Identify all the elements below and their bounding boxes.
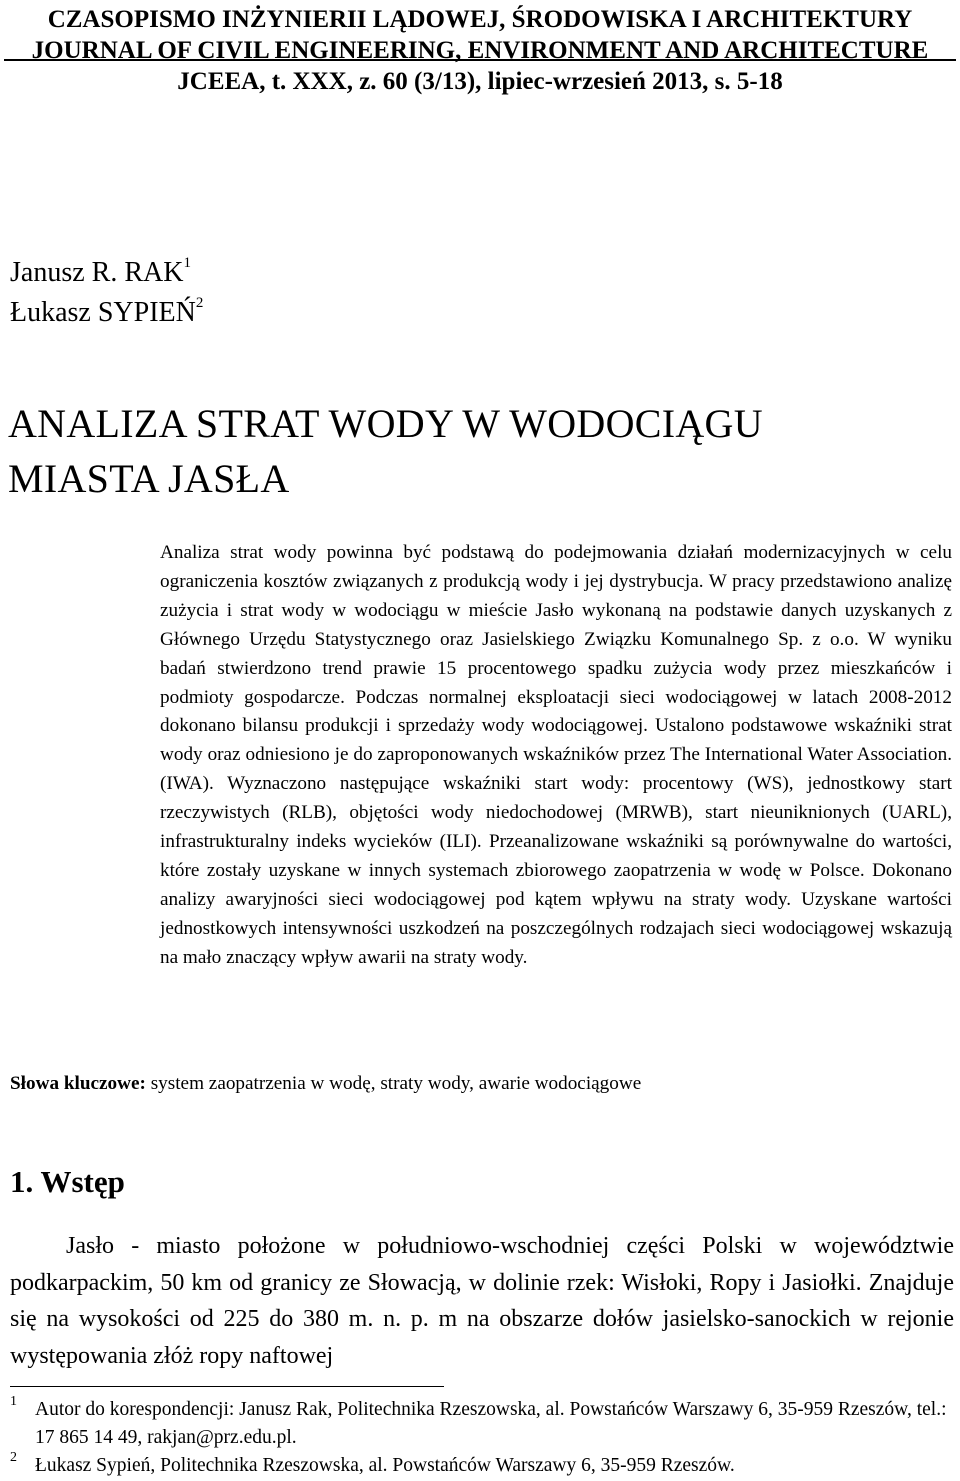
footnote-2-mark: 2 bbox=[10, 1450, 17, 1465]
author-1-footnote-mark: 1 bbox=[183, 254, 191, 271]
section-heading: 1. Wstęp bbox=[10, 1164, 125, 1199]
paper-title-line-1: ANALIZA STRAT WODY W WODOCIĄGU bbox=[8, 401, 763, 446]
journal-name-polish: CZASOPISMO INŻYNIERII LĄDOWEJ, ŚRODOWISKA I ARCHITEKTURY bbox=[47, 6, 913, 33]
footnote-1-mark: 1 bbox=[10, 1394, 17, 1409]
footnote-rule bbox=[10, 1386, 444, 1387]
author-2-name: Łukasz SYPIEŃ bbox=[10, 297, 196, 328]
author-2 bbox=[10, 293, 203, 333]
footnotes bbox=[10, 1396, 954, 1480]
keywords-label: Słowa kluczowe: bbox=[10, 1073, 146, 1094]
section-body-text: Jasło - miasto położone w południowo-wschodniej części Polski w województwie podkarpackim, 50 km od granicy ze Słowacją, w dolinie rzek: Wisłoki, Ropy i Jasiołki. Znajduje się na wysokości od 225 do 380 m. n. p. m na obszarze dołów jasielsko-sanockich w rejonie występowania złóż ropy naftowej bbox=[10, 1233, 954, 1370]
paper-title bbox=[8, 396, 763, 506]
section-body bbox=[10, 1228, 954, 1375]
footnote-1-text: Autor do korespondencji: Janusz Rak, Politechnika Rzeszowska, al. Powstańców Warszawy 6, 35-959 Rzeszów, tel.: 17 865 14 49, rakjan@prz.edu.pl. bbox=[35, 1399, 947, 1448]
author-1-name: Janusz R. RAK bbox=[10, 257, 184, 288]
author-1 bbox=[10, 253, 203, 293]
author-list bbox=[10, 253, 203, 333]
paper-title-line-2: MIASTA JASŁA bbox=[8, 456, 290, 501]
footnote-2 bbox=[10, 1452, 954, 1480]
journal-header bbox=[0, 4, 960, 97]
journal-name-english: JOURNAL OF CIVIL ENGINEERING, ENVIRONMENT AND ARCHITECTURE bbox=[31, 37, 929, 64]
abstract: Analiza strat wody powinna być podstawą do podejmowania działań modernizacyjnych w celu ograniczenia kosztów związanych z produkcją wody i jej dystrybucja. W pracy przedstawiono analizę zużycia i strat wody w wodociągu w mieście Jasło wykonaną na podstawie danych uzyskanych z Głównego Urzędu Statystycznego oraz Jasielskiego Związku Komunalnego Sp. z o.o. W wyniku badań stwierdzono trend prawie 15 procentowego spadku zużycia wody przez mieszkańców i podmioty gospodarcze. Podczas normalnej eksploatacji sieci wodociągowej w latach 2008-2012 dokonano bilansu produkcji i sprzedaży wody wodociągowej. Ustalono podstawowe wskaźniki strat wody oraz odniesiono je do zaproponowanych wskaźników przez The International Water Association. (IWA). Wyznaczono następujące wskaźniki start wody: procentowy (WS), jednostkowy start rzeczywistych (RLB), objętości wody niedochodowej (MRWB), start nieuniknionych (UARL), infrastrukturalny indeks wycieków (ILI). Przeanalizowane wskaźniki są porównywalne do wartości, które zostały uzyskane w innych systemach zbiorowego zaopatrzenia w wodę w Polsce. Dokonano analizy awaryjności sieci wodociągowej pod kątem wpływu na straty wody. Uzyskane wartości jednostkowych intensywności uszkodzeń na poszczególnych rodzajach sieci wodociągowej wskazują na mało znaczący wpływ awarii na straty wody. bbox=[160, 542, 952, 968]
header-rule bbox=[4, 59, 956, 61]
footnote-1 bbox=[10, 1396, 954, 1452]
keywords-text: system zaopatrzenia w wodę, straty wody, awarie wodociągowe bbox=[145, 1073, 642, 1094]
footnote-2-text: Łukasz Sypień, Politechnika Rzeszowska, al. Powstańców Warszawy 6, 35-959 Rzeszów. bbox=[35, 1455, 735, 1476]
author-2-footnote-mark: 2 bbox=[195, 294, 204, 311]
keywords bbox=[10, 1070, 641, 1098]
journal-citation: JCEEA, t. XXX, z. 60 (3/13), lipiec-wrzesień 2013, s. 5-18 bbox=[177, 68, 783, 95]
